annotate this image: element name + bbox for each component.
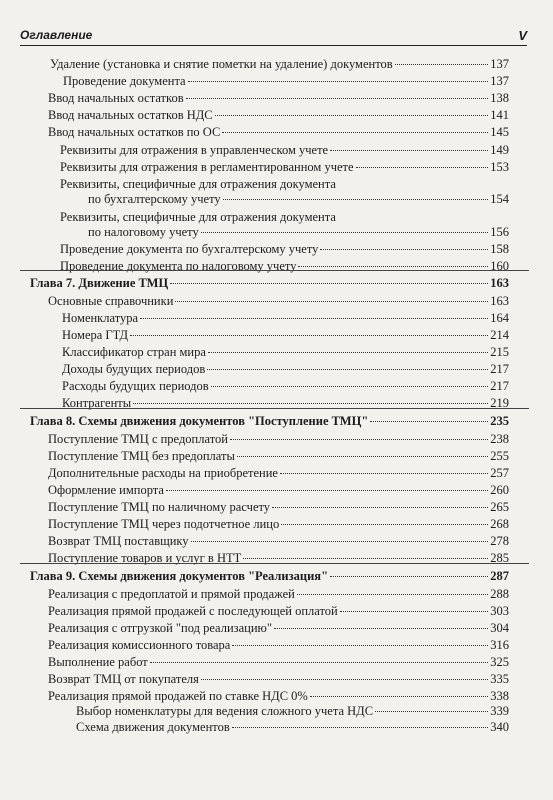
toc-entry-page: 154	[490, 192, 509, 206]
toc-entry-page: 238	[490, 432, 509, 446]
toc-entry	[48, 500, 509, 514]
toc-entry-page: 268	[490, 517, 509, 531]
dot-leader	[170, 283, 488, 284]
toc-entry-page: 214	[490, 328, 509, 342]
toc-entry-page: 255	[490, 449, 509, 463]
chapter-heading	[30, 569, 509, 583]
toc-entry-text: Поступление ТМЦ через подотчетное лицо	[48, 517, 280, 531]
dot-leader	[280, 473, 488, 474]
toc-entry-text: по налоговому учету	[88, 225, 199, 239]
dot-leader	[186, 98, 489, 99]
toc-entry	[48, 655, 509, 669]
toc-entry	[88, 192, 509, 206]
toc-entry-text: Ввод начальных остатков по ОС	[48, 125, 221, 139]
toc-entry-text: Возврат ТМЦ поставщику	[48, 534, 189, 548]
toc-entry-text: Номенклатура	[62, 311, 139, 325]
toc-entry-text: Проведение документа	[63, 74, 186, 88]
toc-entry-text: Оформление импорта	[48, 483, 164, 497]
toc-entry-text: Поступление товаров и услуг в НТТ	[48, 551, 242, 565]
toc-entry-page: 287	[490, 569, 509, 583]
toc-entry-text: Реквизиты для отражения в регламентированном учете	[60, 160, 354, 174]
toc-entry-page: 257	[490, 466, 509, 480]
section-rule	[20, 270, 529, 271]
toc-entry-text: Реквизиты, специфичные для отражения документа	[60, 210, 336, 224]
dot-leader	[232, 645, 488, 646]
dot-leader	[133, 403, 488, 404]
toc-entry-page: 153	[490, 160, 509, 174]
toc-entry-page: 141	[490, 108, 509, 122]
dot-leader	[340, 611, 489, 612]
dot-leader	[320, 249, 488, 250]
toc-entry-text: Ввод начальных остатков	[48, 91, 184, 105]
toc-entry-text: Реализация прямой продажей по ставке НДС 0%	[48, 689, 308, 703]
section-rule	[20, 563, 529, 564]
toc-entry-page: 325	[490, 655, 509, 669]
toc-entry	[48, 294, 509, 308]
toc-entry-page: 215	[490, 345, 509, 359]
toc-entry	[60, 210, 509, 224]
toc-entry	[48, 483, 509, 497]
dot-leader	[188, 81, 489, 82]
dot-leader	[395, 64, 489, 65]
toc-entry	[48, 621, 509, 635]
dot-leader	[272, 507, 488, 508]
dot-leader	[330, 150, 488, 151]
toc-entry	[48, 91, 509, 105]
toc-entry	[60, 242, 509, 256]
chapter-heading	[30, 414, 509, 428]
toc-entry-text: Реализация с предоплатой и прямой продажей	[48, 587, 295, 601]
toc-entry-text: Реализация прямой продажей с последующей оплатой	[48, 604, 338, 618]
section-rule	[20, 408, 529, 409]
toc-entry-text: Проведение документа по налоговому учету	[60, 259, 297, 273]
dot-leader	[375, 711, 488, 712]
toc-entry-page: 219	[490, 396, 509, 410]
toc-entry-page: 335	[490, 672, 509, 686]
toc-entry-page: 304	[490, 621, 509, 635]
dot-leader	[201, 679, 488, 680]
toc-entry-text: Поступление ТМЦ по наличному расчету	[48, 500, 271, 514]
toc-entry-page: 288	[490, 587, 509, 601]
toc-entry-text: Схема движения документов	[76, 720, 230, 734]
toc-entry-text: Доходы будущих периодов	[62, 362, 206, 376]
dot-leader	[230, 439, 488, 440]
toc-entry-text: Основные справочники	[48, 294, 174, 308]
dot-leader	[223, 199, 489, 200]
toc-entry-page: 303	[490, 604, 509, 618]
toc-entry-page: 163	[490, 294, 509, 308]
dot-leader	[298, 266, 488, 267]
toc-entry	[48, 534, 509, 548]
header-title: Оглавление	[20, 28, 93, 42]
toc-entry	[62, 345, 509, 359]
toc-entry-page: 235	[490, 414, 509, 428]
toc-entry-text: Реквизиты для отражения в управленческом учете	[60, 143, 329, 157]
dot-leader	[175, 301, 488, 302]
toc-entry-text: Реализация комиссионного товара	[48, 638, 231, 652]
dot-leader	[140, 318, 488, 319]
toc-entry	[50, 57, 509, 71]
toc-entry-text: Глава 7. Движение ТМЦ	[30, 276, 169, 290]
dot-leader	[232, 727, 489, 728]
toc-entry-text: Ввод начальных остатков НДС	[48, 108, 213, 122]
dot-leader	[310, 696, 488, 697]
toc-entry-page: 164	[490, 311, 509, 325]
toc-entry-text: Расходы будущих периодов	[62, 379, 209, 393]
dot-leader	[130, 335, 488, 336]
dot-leader	[208, 352, 488, 353]
toc-entry-page: 217	[490, 362, 509, 376]
toc-entry-page: 260	[490, 483, 509, 497]
dot-leader	[201, 232, 489, 233]
dot-leader	[297, 594, 488, 595]
dot-leader	[370, 421, 488, 422]
toc-entry-text: Поступление ТМЦ без предоплаты	[48, 449, 235, 463]
toc-entry	[62, 311, 509, 325]
toc-entry-text: Глава 8. Схемы движения документов "Поступление ТМЦ"	[30, 414, 369, 428]
toc-entry-text: Выполнение работ	[48, 655, 148, 669]
toc-entry	[62, 362, 509, 376]
toc-entry	[48, 689, 509, 703]
dot-leader	[243, 558, 488, 559]
toc-entry-page: 163	[490, 276, 509, 290]
toc-entry-text: Возврат ТМЦ от покупателя	[48, 672, 199, 686]
dot-leader	[330, 576, 488, 577]
toc-entry	[48, 587, 509, 601]
toc-entry-page: 340	[490, 720, 509, 734]
toc-entry	[76, 704, 509, 718]
toc-entry-text: Классификатор стран мира	[62, 345, 206, 359]
toc-entry-text: Дополнительные расходы на приобретение	[48, 466, 278, 480]
dot-leader	[211, 386, 489, 387]
dot-leader	[356, 167, 489, 168]
toc-entry	[76, 720, 509, 734]
toc-entry-page: 217	[490, 379, 509, 393]
toc-entry	[60, 143, 509, 157]
toc-entry	[48, 432, 509, 446]
toc-entry-text: Выбор номенклатуры для ведения сложного учета НДС	[76, 704, 374, 718]
header-page-number: V	[518, 28, 527, 43]
toc-entry	[48, 449, 509, 463]
toc-entry	[48, 672, 509, 686]
toc-entry	[88, 225, 509, 239]
toc-entry-page: 158	[490, 242, 509, 256]
toc-entry-page: 138	[490, 91, 509, 105]
toc-entry-text: Номера ГТД	[62, 328, 129, 342]
dot-leader	[191, 541, 489, 542]
toc-entry-page: 160	[490, 259, 509, 273]
toc-entry-page: 338	[490, 689, 509, 703]
toc-entry	[60, 160, 509, 174]
toc-entry-page: 137	[490, 57, 509, 71]
toc-entry-text: Поступление ТМЦ с предоплатой	[48, 432, 228, 446]
dot-leader	[281, 524, 488, 525]
dot-leader	[222, 132, 488, 133]
toc-entry	[60, 177, 509, 191]
dot-leader	[207, 369, 488, 370]
toc-entry-page: 156	[490, 225, 509, 239]
toc-entry-text: Проведение документа по бухгалтерскому учету	[60, 242, 319, 256]
header-rule	[20, 45, 527, 46]
toc-entry	[48, 108, 509, 122]
toc-entry	[48, 517, 509, 531]
toc-entry-text: по бухгалтерскому учету	[88, 192, 221, 206]
page-header	[20, 28, 527, 44]
toc-entry	[48, 466, 509, 480]
dot-leader	[274, 628, 488, 629]
toc-entry	[48, 604, 509, 618]
toc-entry-text: Реализация с отгрузкой "под реализацию"	[48, 621, 272, 635]
toc-entry	[63, 74, 509, 88]
toc-entry	[48, 125, 509, 139]
toc-entry-page: 339	[490, 704, 509, 718]
dot-leader	[150, 662, 489, 663]
dot-leader	[237, 456, 488, 457]
toc-entry-page: 149	[490, 143, 509, 157]
toc-entry	[62, 328, 509, 342]
toc-entry	[48, 638, 509, 652]
toc-entry-page: 285	[490, 551, 509, 565]
toc-entry-text: Глава 9. Схемы движения документов "Реализация"	[30, 569, 329, 583]
toc-entry-page: 265	[490, 500, 509, 514]
dot-leader	[215, 115, 489, 116]
toc-entry-page: 145	[490, 125, 509, 139]
toc-entry-text: Удаление (установка и снятие пометки на удаление) документов	[50, 57, 393, 71]
toc-entry-text: Реквизиты, специфичные для отражения документа	[60, 177, 336, 191]
toc-entry-page: 278	[490, 534, 509, 548]
chapter-heading	[30, 276, 509, 290]
dot-leader	[166, 490, 488, 491]
toc-entry	[62, 379, 509, 393]
toc-entry-page: 316	[490, 638, 509, 652]
toc-entry-text: Контрагенты	[62, 396, 132, 410]
toc-entry-page: 137	[490, 74, 509, 88]
